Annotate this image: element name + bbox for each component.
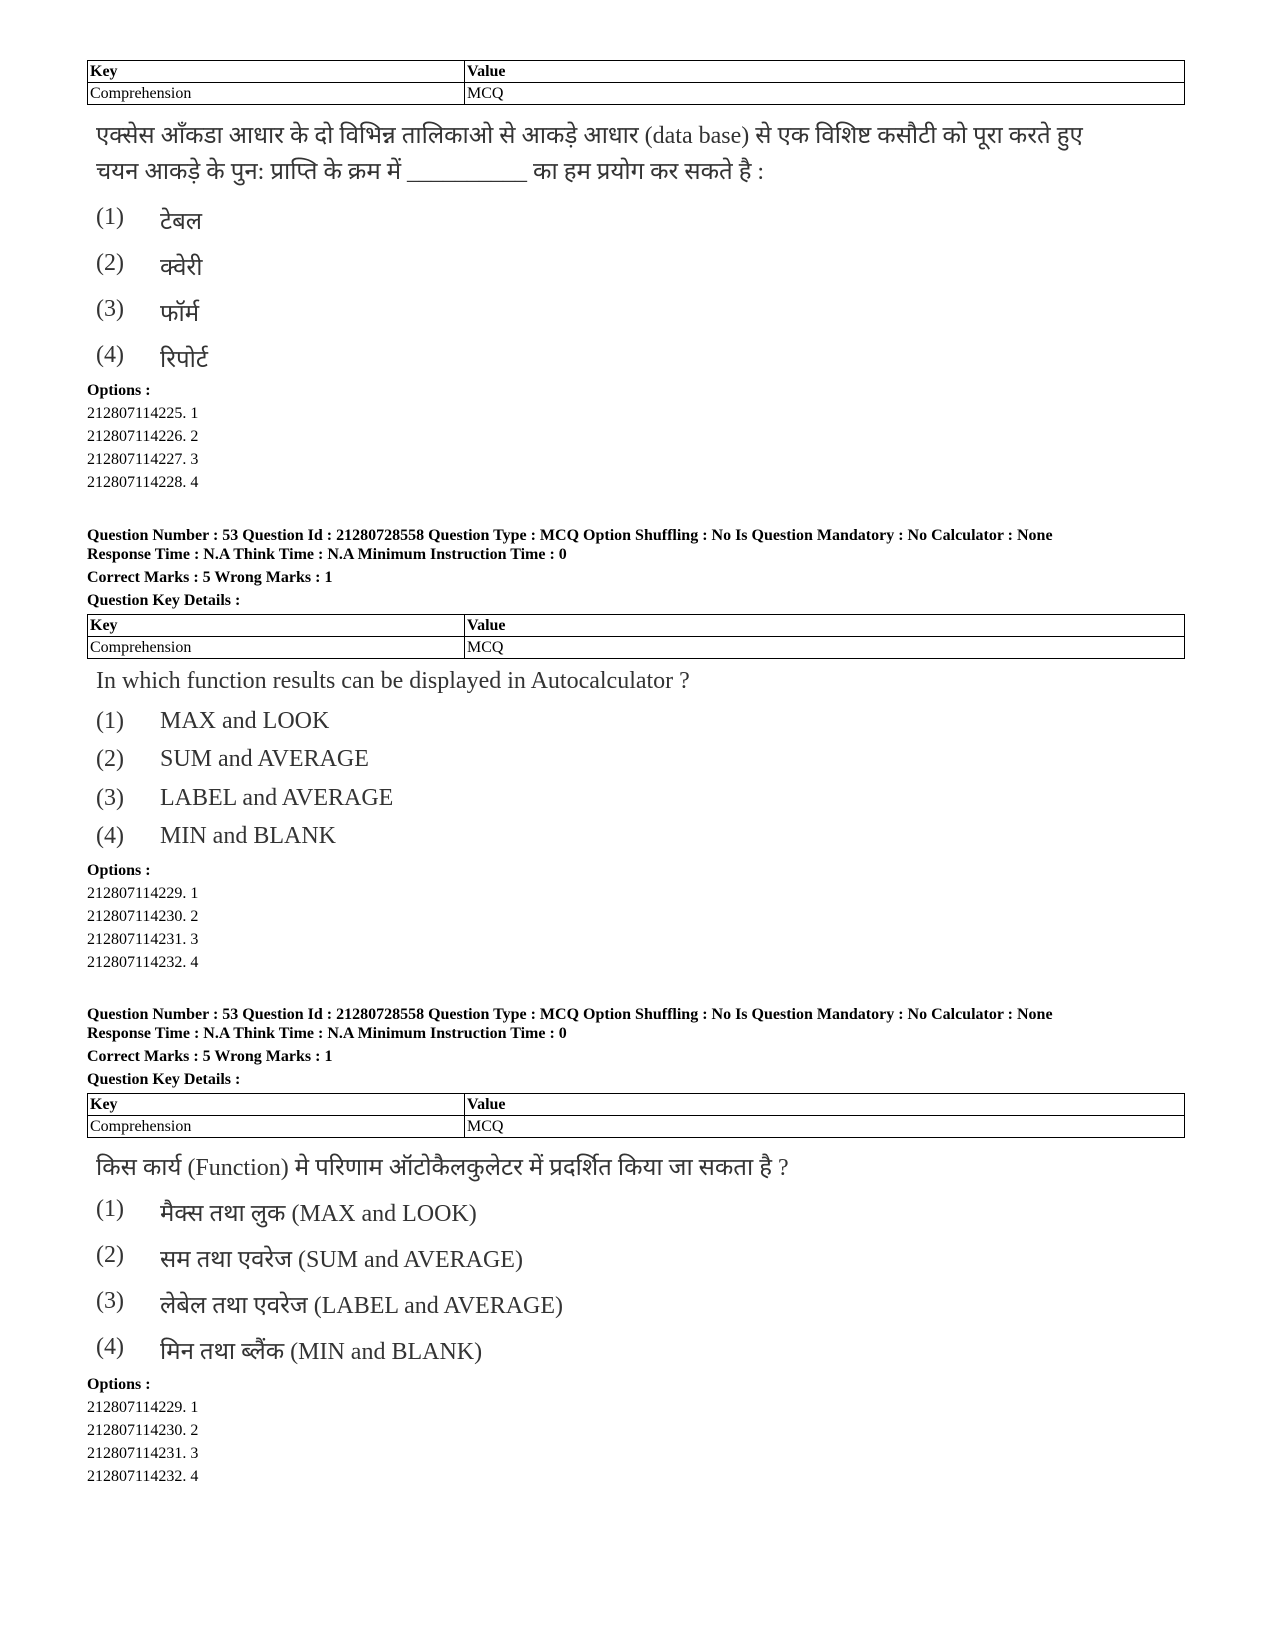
value-header: Value	[465, 61, 1185, 83]
choice-number: (1)	[96, 1196, 124, 1222]
value-cell: MCQ	[465, 637, 1185, 659]
value-header: Value	[465, 615, 1185, 637]
value-cell: MCQ	[465, 83, 1185, 105]
option-id: 212807114230. 2	[87, 1422, 199, 1439]
question-text-line-1: किस कार्य (Function) मे परिणाम ऑटोकैलकुलेटर में प्रदर्शित किया जा सकता है ?	[96, 1155, 789, 1181]
option-id: 212807114232. 4	[87, 1468, 199, 1485]
choice-number: (4)	[96, 823, 124, 849]
choice-number: (1)	[96, 204, 124, 230]
option-id: 212807114229. 1	[87, 1399, 199, 1416]
choice-text: क्वेरी	[160, 255, 203, 281]
option-id: 212807114225. 1	[87, 405, 199, 422]
option-id: 212807114229. 1	[87, 885, 199, 902]
options-label: Options :	[87, 1376, 151, 1393]
option-id: 212807114231. 3	[87, 1445, 199, 1462]
choice-text: सम तथा एवरेज (SUM and AVERAGE)	[160, 1247, 523, 1273]
question-header-line-1: Question Number : 53 Question Id : 21280728558 Question Type : MCQ Option Shuffling : No Is Question Mandatory : No Calculator : None	[87, 527, 1053, 544]
key-header: Key	[88, 1094, 465, 1116]
option-id: 212807114228. 4	[87, 474, 199, 491]
option-id: 212807114227. 3	[87, 451, 199, 468]
choice-number: (3)	[96, 1288, 124, 1314]
choice-number: (2)	[96, 1242, 124, 1268]
question-key-table	[87, 614, 1185, 659]
option-id: 212807114231. 3	[87, 931, 199, 948]
choice-text: LABEL and AVERAGE	[160, 785, 394, 811]
option-id: 212807114232. 4	[87, 954, 199, 971]
key-header: Key	[88, 61, 465, 83]
question-text-line-1: एक्सेस आँकडा आधार के दो विभिन्न तालिकाओ से आकड़े आधार (data base) से एक विशिष्ट कसौटी को पूरा करते हुए	[96, 123, 1083, 149]
question-header-line-1: Question Number : 53 Question Id : 21280728558 Question Type : MCQ Option Shuffling : No Is Question Mandatory : No Calculator : None	[87, 1006, 1053, 1023]
option-id: 212807114226. 2	[87, 428, 199, 445]
options-label: Options :	[87, 862, 151, 879]
choice-text: MAX and LOOK	[160, 708, 330, 734]
choice-number: (2)	[96, 250, 124, 276]
choice-number: (3)	[96, 296, 124, 322]
choice-text: रिपोर्ट	[160, 347, 208, 373]
choice-number: (4)	[96, 1334, 124, 1360]
key-header: Key	[88, 615, 465, 637]
choice-text: टेबल	[160, 209, 203, 235]
choice-number: (4)	[96, 342, 124, 368]
value-cell: MCQ	[465, 1116, 1185, 1138]
question-marks: Correct Marks : 5 Wrong Marks : 1	[87, 1048, 333, 1065]
choice-text: MIN and BLANK	[160, 823, 336, 849]
choice-text: लेबेल तथा एवरेज (LABEL and AVERAGE)	[160, 1293, 564, 1319]
choice-number: (1)	[96, 708, 124, 734]
question-text-line-2: चयन आकड़े के पुन: प्राप्ति के क्रम में __________ का हम प्रयोग कर सकते है :	[96, 159, 765, 185]
question-key-table	[87, 1093, 1185, 1138]
value-header: Value	[465, 1094, 1185, 1116]
choice-number: (2)	[96, 746, 124, 772]
key-cell: Comprehension	[88, 637, 465, 659]
question-header-line-2: Response Time : N.A Think Time : N.A Minimum Instruction Time : 0	[87, 1025, 567, 1042]
choice-text: SUM and AVERAGE	[160, 746, 369, 772]
key-cell: Comprehension	[88, 83, 465, 105]
choice-text: मिन तथा ब्लैंक (MIN and BLANK)	[160, 1339, 483, 1365]
choice-number: (3)	[96, 785, 124, 811]
question-key-details-label: Question Key Details :	[87, 592, 241, 609]
key-cell: Comprehension	[88, 1116, 465, 1138]
choice-text: फॉर्म	[160, 301, 200, 327]
option-id: 212807114230. 2	[87, 908, 199, 925]
question-key-details-label: Question Key Details :	[87, 1071, 241, 1088]
question-key-table	[87, 60, 1185, 105]
question-header-line-2: Response Time : N.A Think Time : N.A Minimum Instruction Time : 0	[87, 546, 567, 563]
question-marks: Correct Marks : 5 Wrong Marks : 1	[87, 569, 333, 586]
choice-text: मैक्स तथा लुक (MAX and LOOK)	[160, 1201, 477, 1227]
options-label: Options :	[87, 382, 151, 399]
question-text-line-1: In which function results can be displayed in Autocalculator ?	[96, 668, 690, 694]
